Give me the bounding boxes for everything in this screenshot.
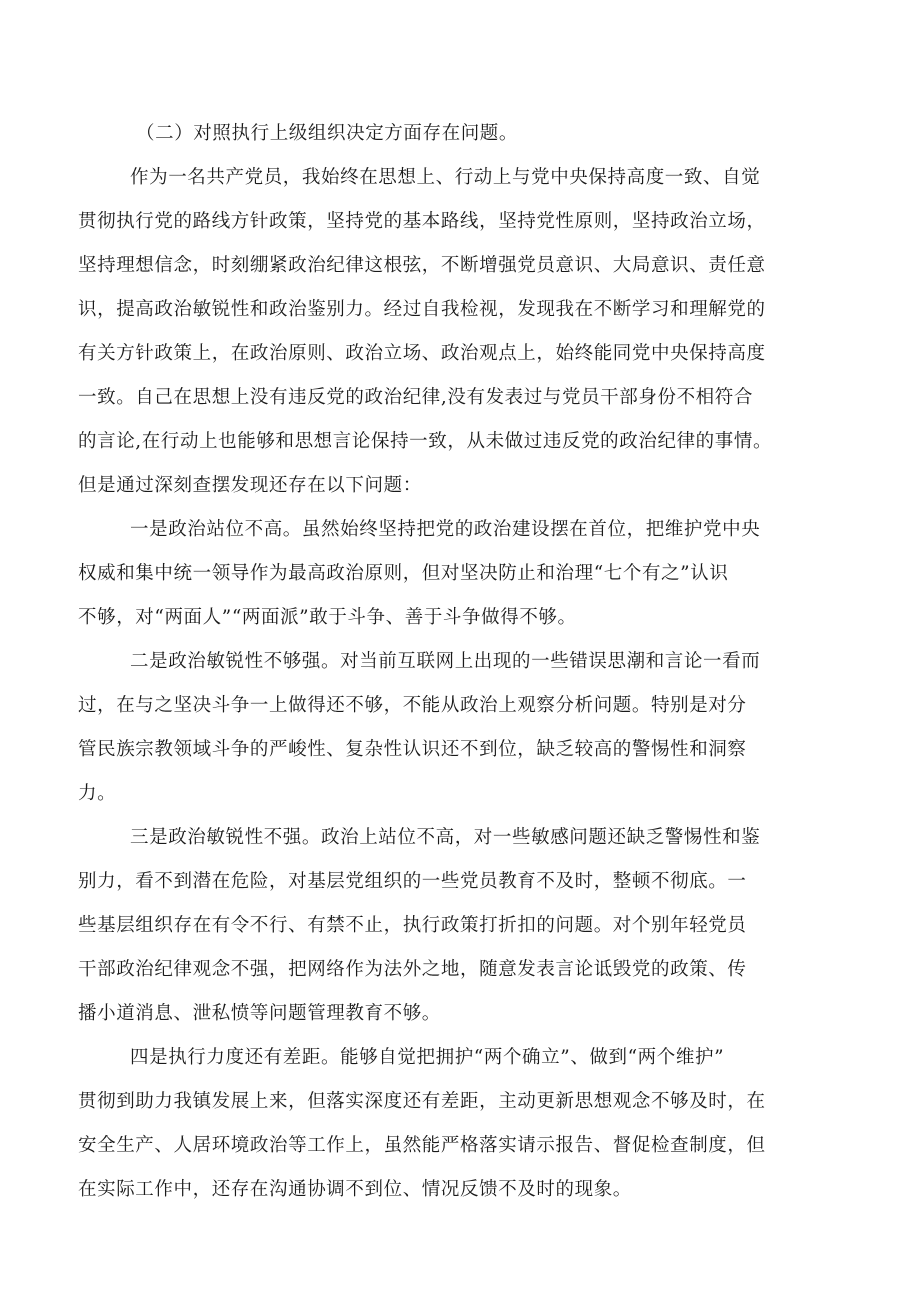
text-line: 贯彻到助力我镇发展上来，但落实深度还有差距，主动更新思想观念不够及时，在 — [78, 1091, 766, 1112]
text-line: 一是政治站位不高。虽然始终坚持把党的政治建设摆在首位，把维护党中央 — [130, 519, 761, 540]
text-line: 二是政治敏锐性不够强。对当前互联网上出现的一些错误思潮和言论一看而 — [130, 651, 761, 672]
text-line: 别力，看不到潜在危险，对基层党组织的一些党员教育不及时，整顿不彻底。一 — [78, 871, 747, 892]
text-line: 作为一名共产党员，我始终在思想上、行动上与党中央保持高度一致、自觉 — [130, 167, 761, 188]
section-heading: （二）对照执行上级组织决定方面存在问题。 — [136, 123, 519, 144]
paragraph-issue-3 — [78, 816, 858, 1036]
text-line: 三是政治敏锐性不强。政治上站位不高，对一些敏感问题还缺乏警惕性和鉴 — [130, 827, 761, 848]
paragraph-intro — [78, 156, 858, 508]
text-line: 干部政治纪律观念不强，把网络作为法外之地，随意发表言论诋毁党的政策、传 — [78, 959, 747, 980]
text-line: 一致。自己在思想上没有违反党的政治纪律,没有发表过与党员干部身份不相符合 — [78, 387, 753, 408]
paragraph-issue-1 — [78, 508, 858, 640]
text-line: 些基层组织存在有令不行、有禁不止，执行政策打折扣的问题。对个别年轻党员 — [78, 915, 747, 936]
text-line: 管民族宗教领域斗争的严峻性、复杂性认识还不到位，缺乏较高的警惕性和洞察 — [78, 739, 747, 760]
text-line: 在实际工作中，还存在沟通协调不到位、情况反馈不及时的现象。 — [78, 1179, 632, 1200]
text-line: 过，在与之坚决斗争一上做得还不够，不能从政治上观察分析问题。特别是对分 — [78, 695, 747, 716]
text-line: 识，提高政治敏锐性和政治鉴别力。经过自我检视，发现我在不断学习和理解党的 — [78, 299, 766, 320]
paragraph-issue-2 — [78, 640, 858, 816]
text-line: 安全生产、人居环境政治等工作上，虽然能严格落实请示报告、督促检查制度，但 — [78, 1135, 766, 1156]
text-line: 不够，对“两面人”“两面派”敢于斗争、善于斗争做得不够。 — [78, 607, 577, 628]
text-line: 贯彻执行党的路线方针政策，坚持党的基本路线，坚持党性原则，坚持政治立场， — [78, 211, 766, 232]
text-line: 力。 — [78, 783, 117, 804]
text-line: 的言论,在行动上也能够和思想言论保持一致，从未做过违反党的政治纪律的事情。 — [78, 431, 773, 452]
document-page — [78, 112, 858, 1212]
text-line: 但是通过深刻查摆发现还存在以下问题： — [78, 475, 422, 496]
text-line: 四是执行力度还有差距。能够自觉把拥护“两个确立”、做到“两个维护” — [130, 1047, 725, 1068]
text-line: 坚持理想信念，时刻绷紧政治纪律这根弦，不断增强党员意识、大局意识、责任意 — [78, 255, 766, 276]
document-body — [78, 156, 858, 1212]
text-line: 有关方针政策上，在政治原则、政治立场、政治观点上，始终能同党中央保持高度 — [78, 343, 766, 364]
text-line: 播小道消息、泄私愤等问题管理教育不够。 — [78, 1003, 441, 1024]
text-line: 权威和集中统一领导作为最高政治原则，但对坚决防止和治理“七个有之”认识 — [78, 563, 729, 584]
paragraph-issue-4 — [78, 1036, 858, 1212]
